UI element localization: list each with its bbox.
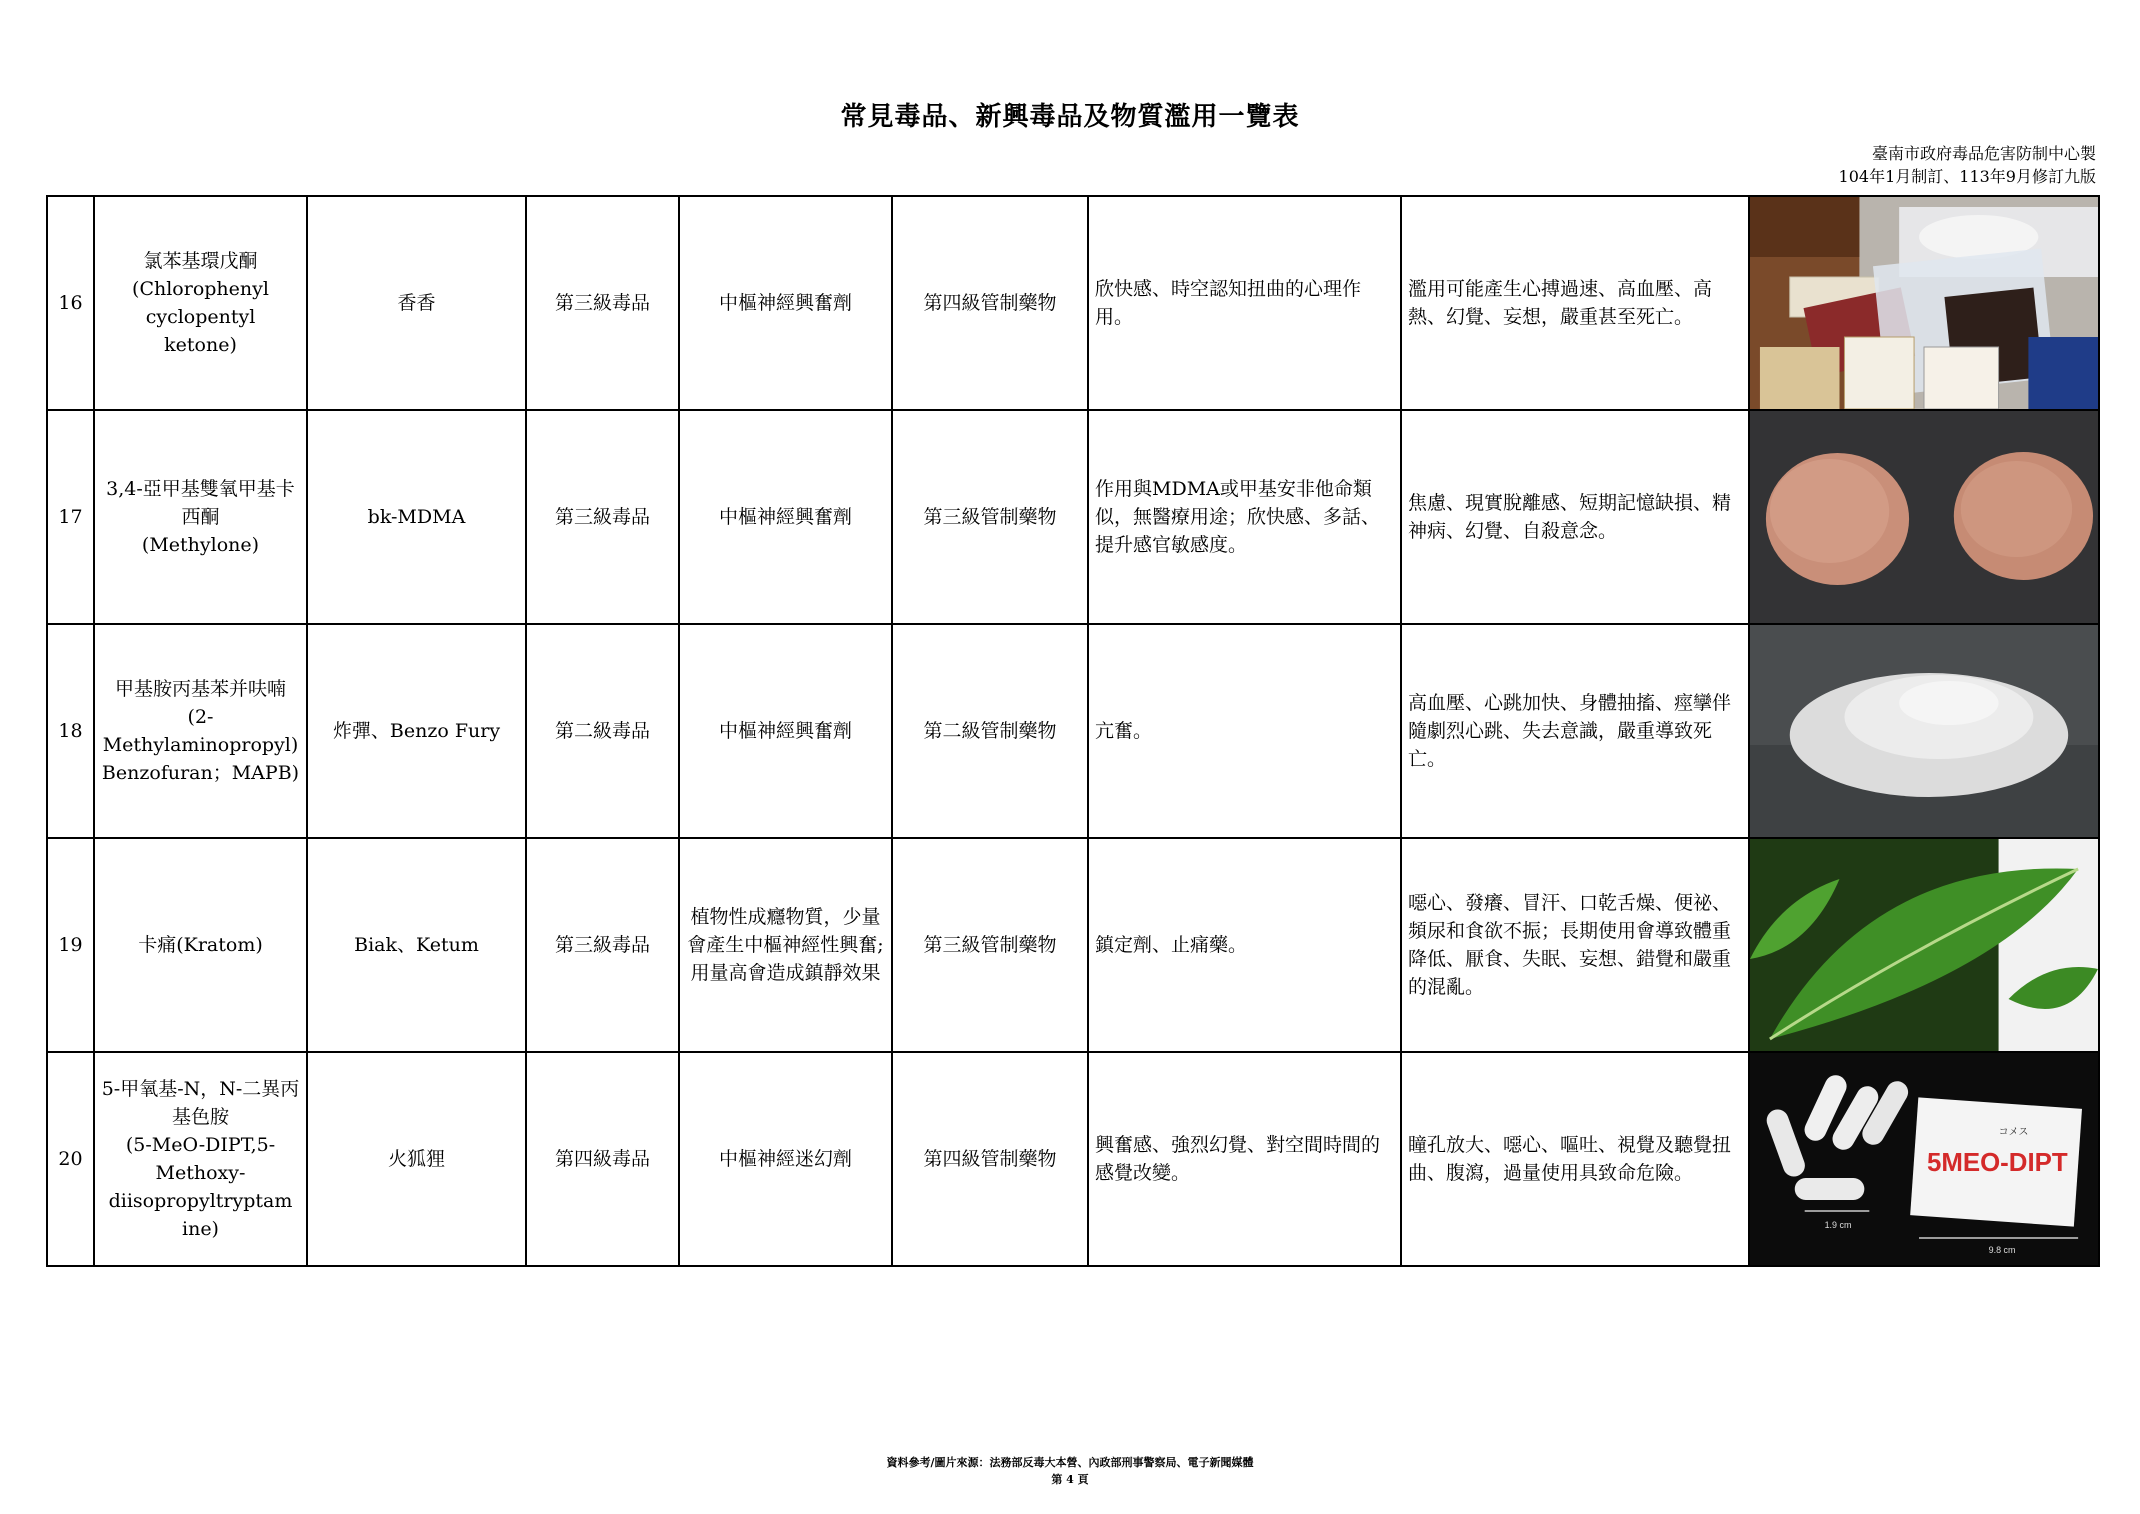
tablets-photo <box>1749 410 2099 624</box>
capsule-measure-1: 1.9 cm <box>1824 1219 1852 1231</box>
issuer-info <box>1839 142 2096 188</box>
issuer-name: 臺南市政府毒品危害防制中心製 <box>1871 144 2096 163</box>
drug-name: 甲基胺丙基苯并呋喃 (2- Methylaminopropyl) Benzofuran；MAPB) <box>94 624 307 838</box>
control-level: 第三級管制藥物 <box>892 838 1088 1052</box>
drug-alias: 炸彈、Benzo Fury <box>307 624 526 838</box>
drug-alias: 火狐狸 <box>307 1052 526 1266</box>
white-powder-photo <box>1749 624 2099 838</box>
kratom-leaf-photo <box>1749 838 2099 1052</box>
table-row <box>47 838 2099 1052</box>
drug-effect: 作用與MDMA或甲基安非他命類似，無醫療用途；欣快感、多話、提升感官敏感度。 <box>1088 410 1401 624</box>
drug-grade: 第三級毒品 <box>526 838 679 1052</box>
capsules-photo <box>1749 1052 2099 1266</box>
drug-grade: 第三級毒品 <box>526 196 679 410</box>
drug-name: 氯苯基環戊酮 (Chlorophenyl cyclopentyl ketone) <box>94 196 307 410</box>
drug-effect: 興奮感、強烈幻覺、對空間時間的感覺改變。 <box>1088 1052 1401 1266</box>
control-level: 第三級管制藥物 <box>892 410 1088 624</box>
drug-grade: 第二級毒品 <box>526 624 679 838</box>
capsule-bag-label: 5MEO-DIPT <box>1926 1148 2068 1178</box>
control-level: 第四級管制藥物 <box>892 1052 1088 1266</box>
row-number: 18 <box>47 624 94 838</box>
row-number: 17 <box>47 410 94 624</box>
drug-category: 中樞神經迷幻劑 <box>679 1052 892 1266</box>
drug-harm: 濫用可能產生心搏過速、高血壓、高熱、幻覺、妄想，嚴重甚至死亡。 <box>1401 196 1749 410</box>
control-level: 第二級管制藥物 <box>892 624 1088 838</box>
drug-category: 植物性成癮物質，少量會產生中樞神經性興奮;用量高會造成鎮靜效果 <box>679 838 892 1052</box>
row-number: 16 <box>47 196 94 410</box>
drug-category: 中樞神經興奮劑 <box>679 624 892 838</box>
capsule-measure-2: 9.8 cm <box>1988 1244 2016 1256</box>
drug-alias: bk-MDMA <box>307 410 526 624</box>
drug-grade: 第四級毒品 <box>526 1052 679 1266</box>
drug-category: 中樞神經興奮劑 <box>679 410 892 624</box>
drug-harm: 噁心、發癢、冒汗、口乾舌燥、便祕、頻尿和食欲不振；長期使用會導致體重降低、厭食、失眠、妄想、錯覺和嚴重的混亂。 <box>1401 838 1749 1052</box>
table-row <box>47 624 2099 838</box>
control-level: 第四級管制藥物 <box>892 196 1088 410</box>
page-footer <box>0 1454 2140 1488</box>
seized-packages-photo <box>1749 196 2099 410</box>
drug-name: 5-甲氧基-N，N-二異丙基色胺 (5-MeO-DIPT,5- Methoxy- diisopropyltryptam ine) <box>94 1052 307 1266</box>
drug-category: 中樞神經興奮劑 <box>679 196 892 410</box>
drug-table <box>46 195 2100 1267</box>
drug-alias: Biak、Ketum <box>307 838 526 1052</box>
drug-name: 3,4-亞甲基雙氧甲基卡西酮 (Methylone) <box>94 410 307 624</box>
capsule-bag-small-label: コメス <box>1998 1126 2029 1139</box>
drug-harm: 瞳孔放大、噁心、嘔吐、視覺及聽覺扭曲、腹瀉，過量使用具致命危險。 <box>1401 1052 1749 1266</box>
drug-grade: 第三級毒品 <box>526 410 679 624</box>
table-row <box>47 1052 2099 1266</box>
drug-harm: 焦慮、現實脫離感、短期記憶缺損、精神病、幻覺、自殺意念。 <box>1401 410 1749 624</box>
drug-name: 卡痛(Kratom) <box>94 838 307 1052</box>
drug-effect: 鎮定劑、止痛藥。 <box>1088 838 1401 1052</box>
source-note: 資料參考/圖片來源：法務部反毒大本營、內政部刑事警察局、電子新聞媒體 <box>886 1456 1254 1469</box>
row-number: 19 <box>47 838 94 1052</box>
page-title: 常見毒品、新興毒品及物質濫用一覽表 <box>840 102 1300 132</box>
drug-effect: 欣快感、時空認知扭曲的心理作用。 <box>1088 196 1401 410</box>
page-number: 第 4 頁 <box>1051 1473 1089 1486</box>
revision-note: 104年1月制訂、113年9月修訂九版 <box>1838 167 2096 186</box>
table-row <box>47 196 2099 410</box>
drug-effect: 亢奮。 <box>1088 624 1401 838</box>
table-row <box>47 410 2099 624</box>
row-number: 20 <box>47 1052 94 1266</box>
drug-alias: 香香 <box>307 196 526 410</box>
drug-harm: 高血壓、心跳加快、身體抽搐、痙攣伴隨劇烈心跳、失去意識，嚴重導致死亡。 <box>1401 624 1749 838</box>
